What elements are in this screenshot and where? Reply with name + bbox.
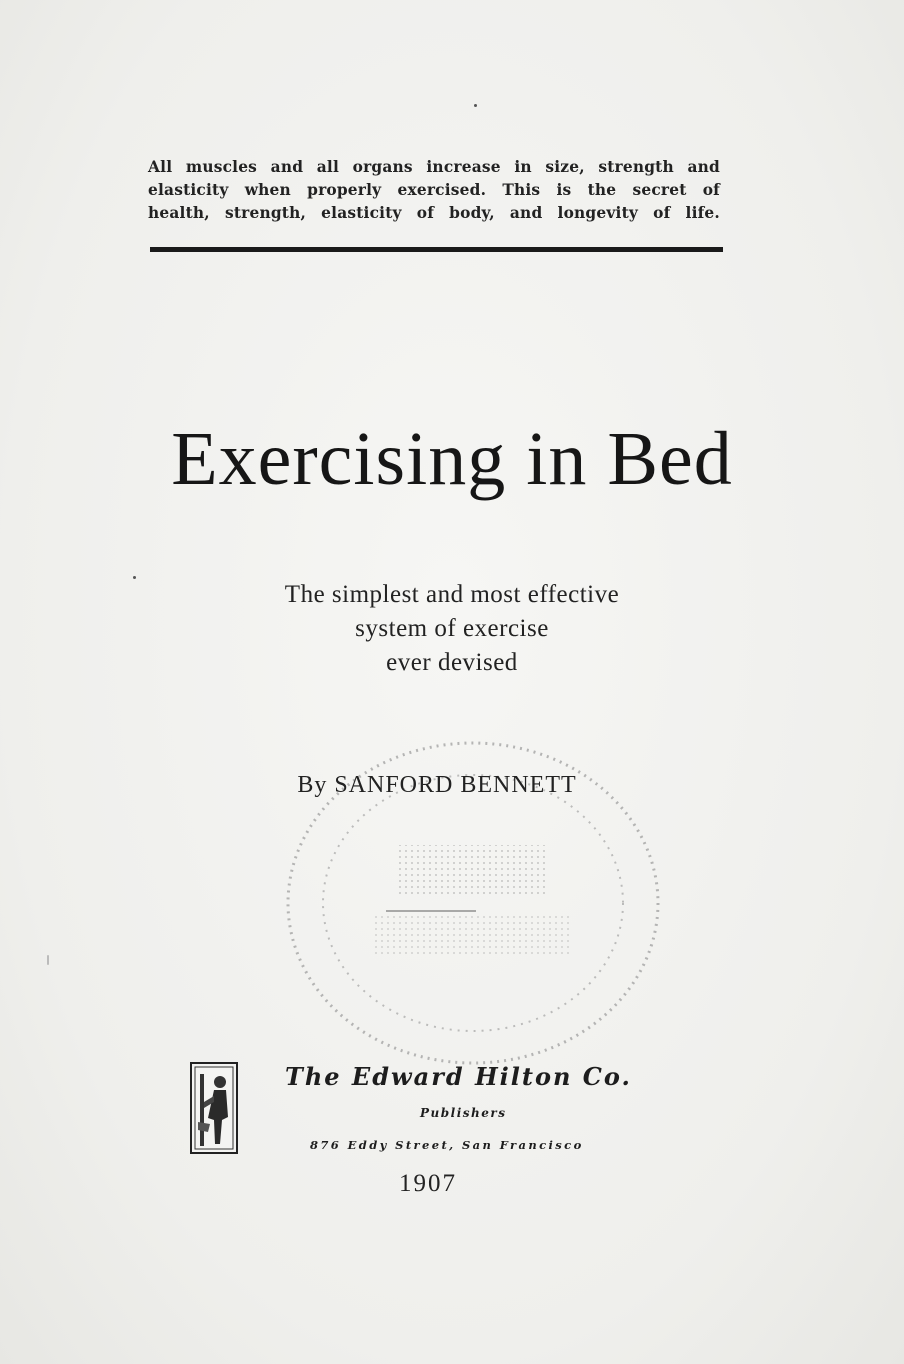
subtitle-line-2: system of exercise — [355, 615, 549, 642]
horizontal-rule — [150, 247, 723, 252]
epigraph — [148, 156, 720, 225]
subtitle-line-1: The simplest and most effective — [284, 581, 620, 608]
epigraph-line-3: health, strength, elasticity of body, and longevity of life. — [148, 204, 720, 222]
author-line: By SANFORD BENNETT — [297, 772, 577, 798]
paper-speck — [47, 955, 49, 965]
book-title: Exercising in Bed — [171, 417, 733, 501]
publisher-name: The Edward Hilton Co. — [285, 1062, 632, 1091]
subtitle-line-3: ever devised — [386, 649, 518, 676]
publisher-address: 876 Eddy Street, San Francisco — [310, 1138, 584, 1152]
book-subtitle — [0, 578, 904, 680]
epigraph-line-2: elasticity when properly exercised. This is the secret of — [148, 181, 720, 199]
publishers-label: Publishers — [420, 1106, 507, 1120]
epigraph-line-1: All muscles and all organs increase in size, strength and — [148, 158, 720, 176]
paper-speck — [474, 104, 477, 107]
publisher-emblem-icon — [190, 1062, 238, 1154]
publication-year: 1907 — [399, 1170, 457, 1197]
paper-speck — [133, 576, 136, 579]
